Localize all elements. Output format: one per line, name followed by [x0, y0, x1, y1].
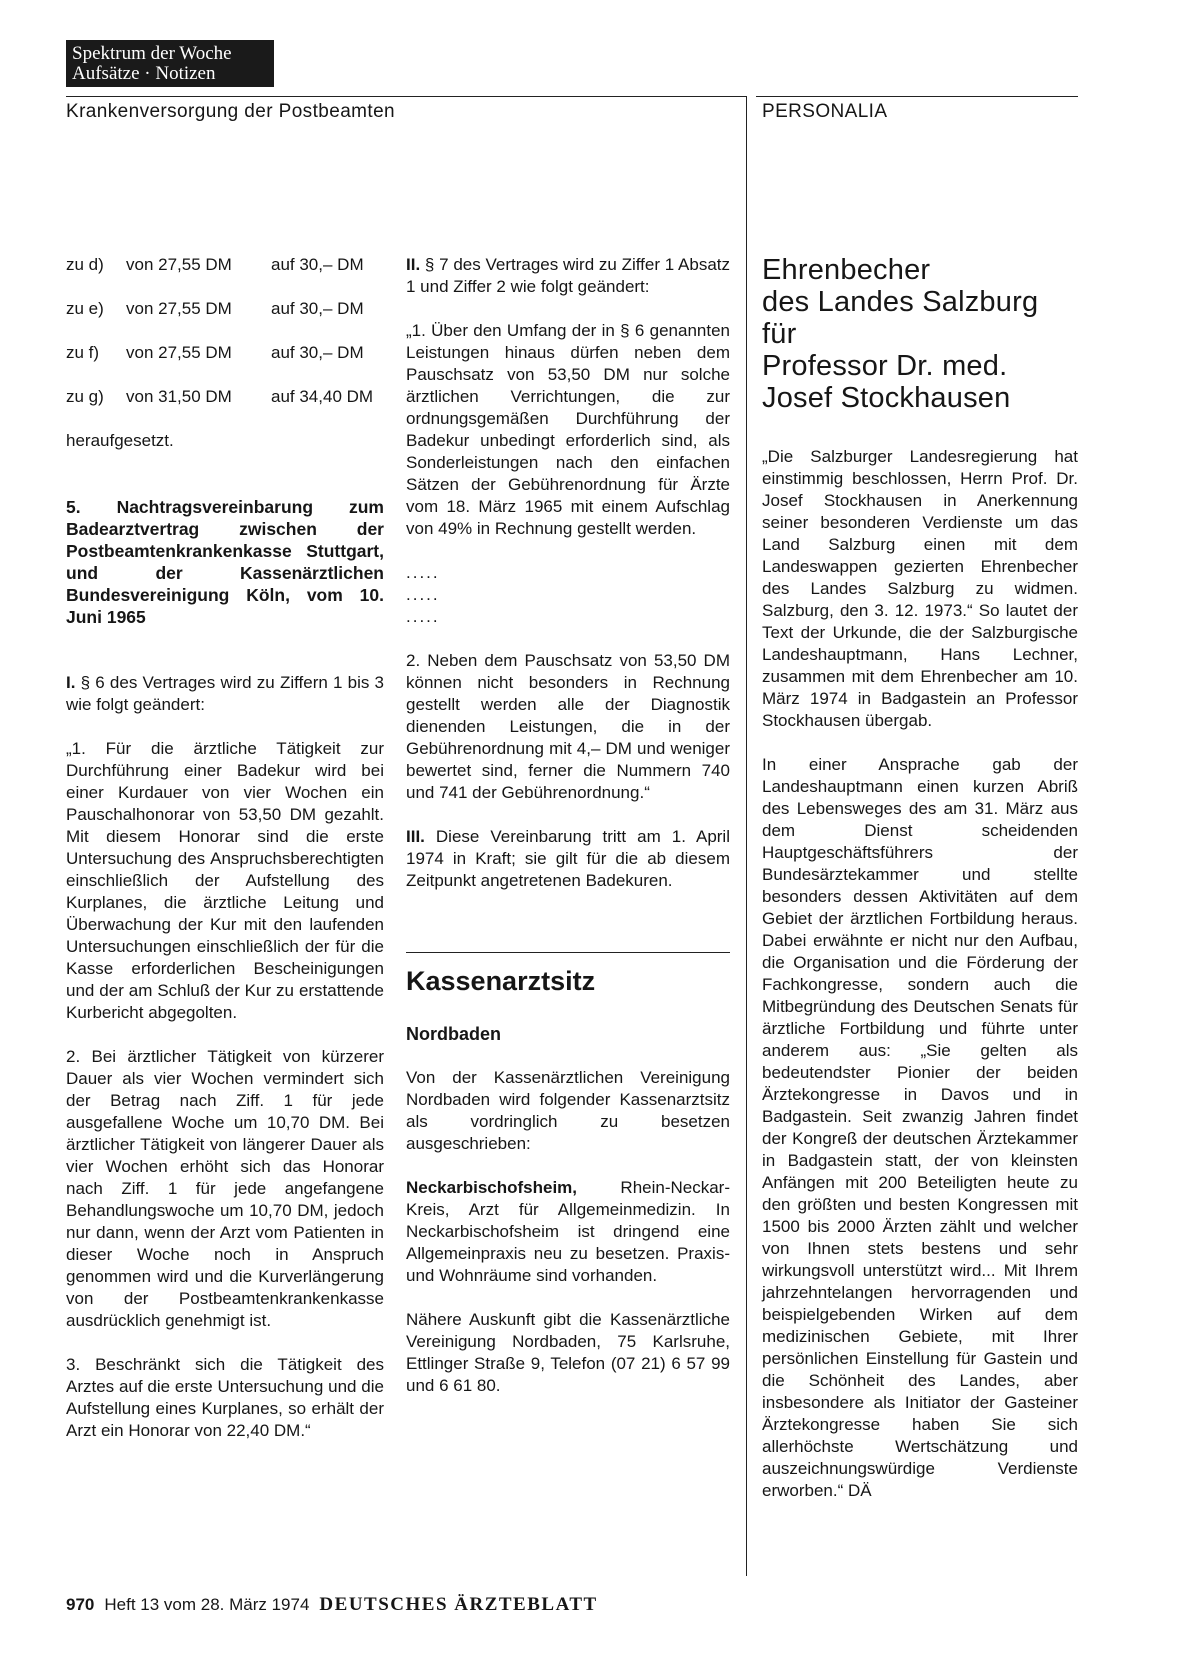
roman-numeral: I.: [66, 673, 76, 692]
section-i-text: § 6 des Vertrages wird zu Ziffern 1 bis 3 wie folgt geändert:: [66, 673, 384, 714]
paragraph: „1. Über den Umfang der in § 6 genannten Leistungen hinaus dürfen neben dem Pauschsatz von 53,50 DM nur solche ärztlichen Verrichtungen, die zur ordnungsgemäßen Durchführung der Badekur unbedingt erforderlich sind, als Sonderleistungen nach den einfachen Sätzen der Gebührenordnung für Ärzte vom 18. März 1965 mit einem Aufschlag von 49% in Rechnung gestellt werden.: [406, 321, 730, 538]
column-divider: [746, 96, 747, 1576]
rate-from: von 27,55 DM: [126, 299, 232, 318]
section-rule: [406, 952, 730, 953]
section-tag-line2: Aufsätze · Notizen: [72, 63, 216, 84]
title-line: Professor Dr. med.: [762, 350, 1008, 382]
paragraph: 2. Bei ärztlicher Tätigkeit von kürzerer Dauer als vier Wochen vermindert sich der Betrag nach Ziff. 1 für jede ausgefallene Woche um 10,70 DM. Bei ärztlicher Tätigkeit von längerer Dauer als vier Wochen erhöht sich das Honorar nach Ziff. 1 für jede angefangene Behandlungswoche um 10,70 DM, jedoch nur dann, wenn der Arzt vom Patienten in dieser Woche noch in Anspruch genommen wird und die Kurverlängerung von der Postbeamtenkrankenkasse ausdrücklich genehmigt ist.: [66, 1047, 384, 1330]
rate-row: [66, 386, 384, 430]
rate-to: auf 30,– DM: [271, 299, 364, 318]
section-iii: [406, 826, 730, 892]
rate-label: zu f): [66, 343, 100, 362]
place-name: Neckarbischofsheim,: [406, 1178, 578, 1197]
header-rule-left: [66, 96, 746, 97]
rate-from: von 27,55 DM: [126, 343, 232, 362]
rate-from: von 31,50 DM: [126, 387, 232, 406]
ellipsis-block: [406, 562, 730, 628]
rate-label: zu d): [66, 255, 104, 274]
title-line: Josef Stockhausen: [762, 382, 1011, 414]
title-line: Ehrenbecher: [762, 254, 931, 286]
rate-row: [66, 342, 384, 386]
rate-row: [66, 254, 384, 298]
roman-numeral: III.: [406, 827, 425, 846]
roman-numeral: II.: [406, 255, 421, 274]
column-left: [66, 254, 384, 1464]
header-right: PERSONALIA: [762, 101, 888, 122]
section-title: Kassenarztsitz: [406, 966, 596, 996]
page-number: 970: [66, 1595, 95, 1614]
ellipsis: .....: [406, 585, 440, 604]
section-tag: [66, 40, 274, 87]
header-rule-right: [756, 96, 1078, 97]
column-right: [762, 254, 1078, 1524]
rate-to: auf 30,– DM: [271, 255, 364, 274]
paragraph: „1. Für die ärztliche Tätigkeit zur Durchführung einer Badekur wird bei einer Kurdauer von vier Wochen ein Pauschalhonorar von 53,50 DM gezahlt. Mit diesem Honorar sind die erste Untersuchung des Anspruchsberechtigten einschließlich der Aufstellung des Kurplanes, die ärztliche Leitung und Überwachung der Kur mit den laufenden Untersuchungen einschließlich der für die Kasse erforderlichen Bescheinigungen und der am Schluß der Kur zu erstattende Kurbericht abgegolten.: [66, 739, 384, 1022]
magazine-name: DEUTSCHES ÄRZTEBLATT: [319, 1594, 598, 1615]
agreement-heading: 5. Nachtragsvereinbarung zum Badearztvertrag zwischen der Postbeamtenkrankenkasse Stuttgart, und der Kassenärztlichen Bundesvereinigung Köln, vom 10. Juni 1965: [66, 497, 384, 627]
header-left: Krankenversorgung der Postbeamten: [66, 101, 396, 122]
rate-from: von 27,55 DM: [126, 255, 232, 274]
rate-row: [66, 298, 384, 342]
section-ii-text: § 7 des Vertrages wird zu Ziffer 1 Absatz 1 und Ziffer 2 wie folgt geändert:: [406, 255, 730, 296]
section-tag-line1: Spektrum der Woche: [72, 43, 232, 64]
paragraph: „Die Salzburger Landesregierung hat einstimmig beschlossen, Herrn Prof. Dr. Josef Stockhausen in Anerkennung seiner besonderen Verdienste um das Land Salzburg einen mit dem Landeswappen gezierten Ehrenbecher des Landes Salzburg zu widmen. Salzburg, den 3. 12. 1973.“ So lautet der Text der Urkunde, die der Salzburgische Landeshauptmann, Hans Lechner, zusammen mit dem Ehrenbecher am 10. März 1974 in Badgastein an Professor Stockhausen übergab.: [762, 447, 1078, 730]
title-line: des Landes Salzburg: [762, 286, 1039, 318]
title-line: für: [762, 318, 797, 350]
section-iii-text: Diese Vereinbarung tritt am 1. April 1974 in Kraft; sie gilt für die ab diesem Zeitpunkt angetretenen Badekuren.: [406, 827, 730, 890]
paragraph: 2. Neben dem Pauschsatz von 53,50 DM können nicht besonders in Rechnung gestellt werden alle der Diagnostik dienenden Leistungen, die in der Gebührenordnung mit 4,– DM und weniger bewertet sind, ferner die Nummern 740 und 741 der Gebührenordnung.“: [406, 651, 730, 802]
paragraph: 3. Beschränkt sich die Tätigkeit des Arztes auf die erste Untersuchung und die Aufstellung eines Kurplanes, so erhält der Arzt ein Honorar von 22,40 DM.“: [66, 1355, 384, 1440]
rate-to: auf 30,– DM: [271, 343, 364, 362]
ellipsis: .....: [406, 563, 440, 582]
subsection-title: Nordbaden: [406, 1024, 502, 1044]
listing-text: Rhein-Neckar-Kreis, Arzt für Allgemeinmedizin. In Neckarbischofsheim ist dringend eine Allgemeinpraxis neu zu besetzen. Praxis- und Wohnräume sind vorhanden.: [406, 1178, 730, 1285]
listing: [406, 1177, 730, 1287]
paragraph: Von der Kassenärztlichen Vereinigung Nordbaden wird folgender Kassenarztsitz als vordringlich zu besetzen ausgeschrieben:: [406, 1068, 730, 1153]
raised-text: heraufgesetzt.: [66, 431, 174, 450]
paragraph: Nähere Auskunft gibt die Kassenärztliche Vereinigung Nordbaden, 75 Karlsruhe, Ettlinger Straße 9, Telefon (07 21) 6 57 99 und 6 61 80.: [406, 1310, 730, 1395]
issue-info: Heft 13 vom 28. März 1974: [104, 1595, 310, 1614]
rate-label: zu e): [66, 299, 104, 318]
section-i-intro: [66, 672, 384, 716]
page-footer: [66, 1594, 598, 1616]
rate-label: zu g): [66, 387, 104, 406]
article-title: [762, 254, 1078, 414]
paragraph: In einer Ansprache gab der Landeshauptmann einen kurzen Abriß des Lebensweges des am 31. März aus dem Dienst scheidenden Hauptgeschäftsführers der Bundesärztekammer und stellte besonders dessen Aktivitäten auf dem Gebiet der ärztlichen Fortbildung heraus. Dabei erwähnte er nicht nur den Aufbau, die Organisation und die Förderung der Fachkongresse, sondern auch die Mitbegründung des Deutschen Senats für ärztliche Fortbildung und führte unter anderem aus: „Sie gelten als bedeutendster Pionier der beiden Ärztekongresse in Davos und in Badgastein. Seit zwanzig Jahren findet der Kongreß der deutschen Ärztekammer in Badgastein statt, der von kleinsten Anfängen mit 200 Beteiligten heute zu den größten und besten Kongressen mit 1500 bis 2000 Ärzten zählt und welcher von Ihnen stets bestens und sehr wirkungsvoll unterstützt wird... Mit Ihrem jahrzehntelangen hervorragenden und beispielgebenden Wirken auf dem medizinischen Gebiete, mit Ihrer persönlichen Einstellung für Gastein und die Schönheit des Landes, aber insbesondere als Initiator der Gasteiner Ärztekongresse haben Sie sich allerhöchste Wertschätzung und auszeichnungswürdige Verdienste erworben.“ DÄ: [762, 755, 1078, 1500]
rate-to: auf 34,40 DM: [271, 387, 374, 406]
ellipsis: .....: [406, 607, 440, 626]
section-ii-intro: [406, 254, 730, 298]
column-middle: [406, 254, 730, 1419]
